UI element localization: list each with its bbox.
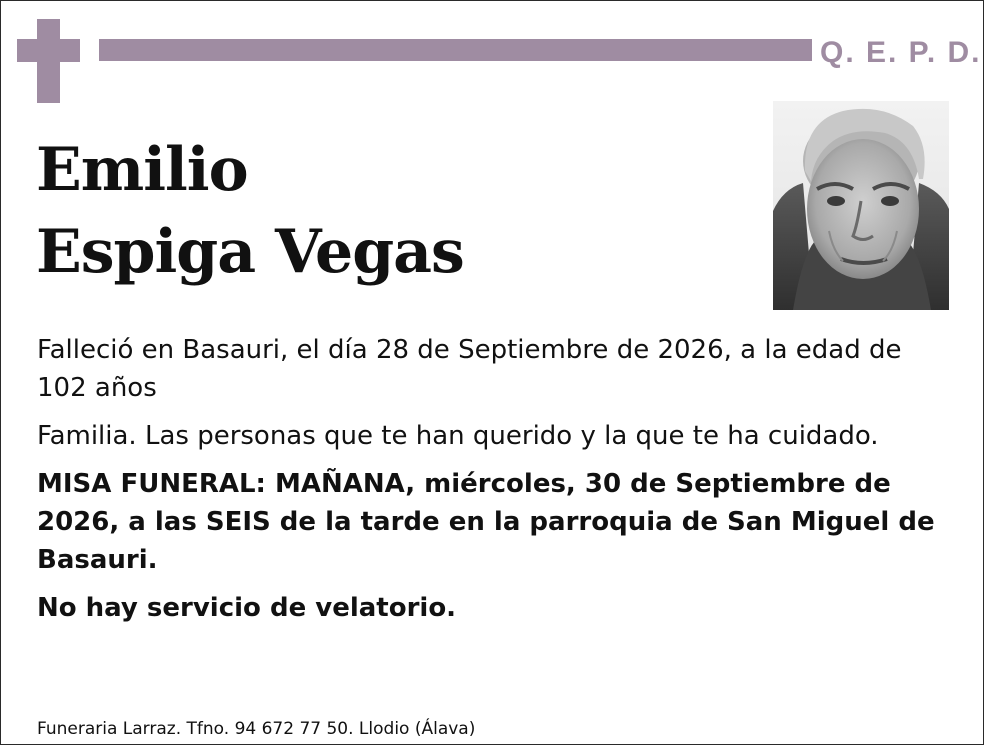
portrait-image [773, 101, 949, 310]
deceased-surnames: Espiga Vegas [36, 217, 464, 287]
funeral-mass-text: MISA FUNERAL: MAÑANA, miércoles, 30 de Septiembre de 2026, a las SEIS de la tarde en la parroquia de San Miguel de Basauri. [37, 469, 935, 575]
deceased-name [36, 129, 464, 293]
wake-text: No hay servicio de velatorio. [37, 593, 457, 623]
header-rule [99, 39, 812, 61]
family-text: Familia. Las personas que te han querido y la que te ha cuidado. [37, 421, 879, 451]
cross-icon-bar [17, 39, 80, 62]
qepd-label: Q. E. P. D. [820, 36, 982, 69]
funeral-home-footer: Funeraria Larraz. Tfno. 94 672 77 50. Llodio (Álava) [37, 719, 476, 739]
death-notice-text: Falleció en Basauri, el día 28 de Septiembre de 2026, a la edad de 102 años [37, 335, 902, 403]
notice-body [37, 331, 937, 637]
deceased-photo [773, 101, 949, 310]
deceased-first-name: Emilio [36, 135, 248, 205]
